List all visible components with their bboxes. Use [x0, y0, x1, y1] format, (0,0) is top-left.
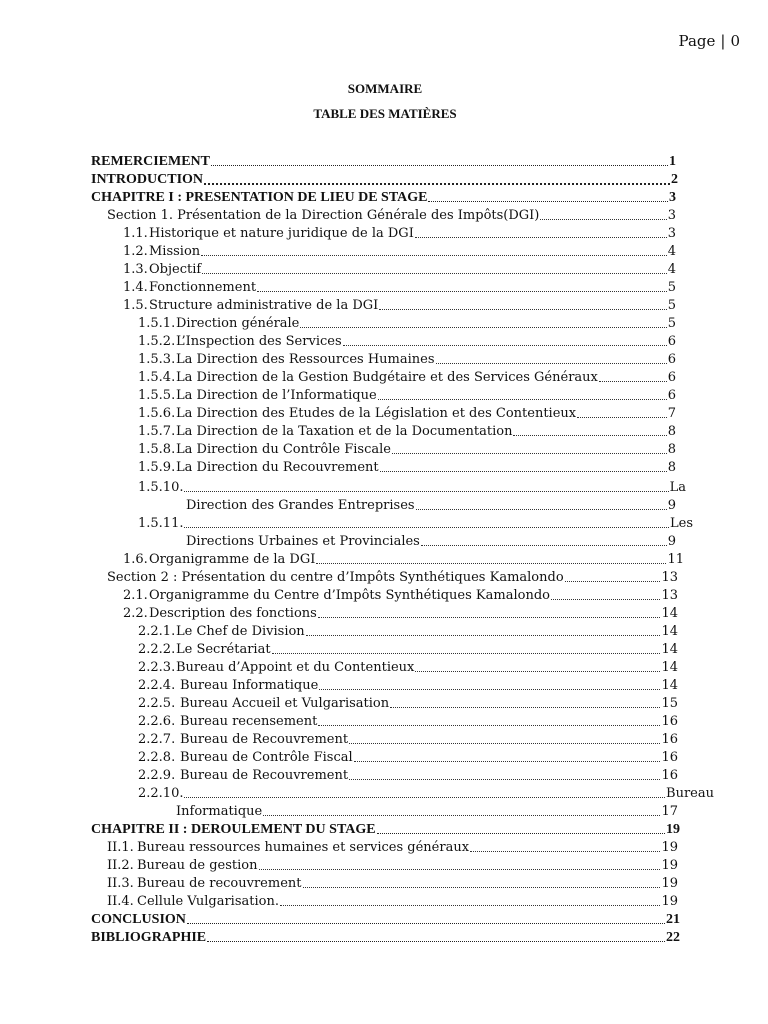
- toc-leader-dots: [300, 327, 666, 328]
- toc-leader-dots: [349, 779, 660, 780]
- toc-page-number: 5: [667, 316, 676, 331]
- toc-leader-dots: [272, 653, 661, 654]
- toc-entry[interactable]: [107, 568, 678, 586]
- toc-entry-number: 2.2.5.: [138, 696, 176, 711]
- toc-leader-dots: [280, 905, 660, 906]
- toc-entry-label: INTRODUCTION: [91, 172, 204, 187]
- toc-entry-title: [138, 388, 377, 404]
- toc-leader-dots: [211, 165, 668, 166]
- toc-entry-label: La Direction du Recouvrement: [176, 460, 379, 475]
- toc-entry[interactable]: [186, 496, 676, 514]
- toc-entry-number: 1.5.3.: [138, 352, 176, 367]
- toc-leader-dots: [354, 761, 661, 762]
- toc-leader-dots: [349, 743, 660, 744]
- toc-entry-label: Organigramme de la DGI: [149, 552, 316, 567]
- toc-entry-label: La Direction du Contrôle Fiscale: [176, 442, 391, 457]
- toc-entry-title: [107, 570, 564, 586]
- toc-entry-number: 1.6.: [123, 552, 148, 567]
- toc-page-number: 14: [661, 624, 678, 639]
- toc-entry[interactable]: [123, 242, 676, 260]
- toc-leader-dots: [415, 671, 660, 672]
- toc-entry-title: [138, 424, 512, 440]
- toc-entry-label: La Direction de l’Informatique: [176, 388, 377, 403]
- toc-entry-title: [123, 606, 317, 622]
- toc-page-number: Bureau: [666, 786, 714, 801]
- toc-page-number: 3: [669, 190, 676, 205]
- toc-entry-title: [123, 588, 550, 604]
- toc-entry[interactable]: [91, 188, 676, 206]
- toc-entry-label: Bureau Accueil et Vulgarisation: [180, 696, 390, 711]
- toc-leader-dots: [319, 689, 660, 690]
- toc-page-number: 13: [661, 588, 678, 603]
- toc-entry[interactable]: [138, 458, 676, 476]
- toc-entry-title: [138, 732, 348, 748]
- toc-entry-number: 2.2.10.: [138, 786, 184, 801]
- toc-leader-dots: [565, 581, 661, 582]
- toc-entry-label: Bureau Informatique: [180, 678, 319, 693]
- toc-entry-label: Le Secrétariat: [176, 642, 271, 657]
- toc-entry-title: [123, 280, 256, 296]
- toc-leader-dots: [428, 201, 668, 202]
- toc-entry-number: 2.2.6.: [138, 714, 176, 729]
- toc-entry-title: [138, 714, 317, 730]
- toc-entry-title: [123, 298, 378, 314]
- toc-entry-label: Mission: [149, 244, 201, 259]
- toc-page-number: 5: [667, 280, 676, 295]
- toc-entry-title: [138, 460, 379, 476]
- toc-entry-title: [138, 406, 576, 422]
- toc-leader-dots: [577, 417, 667, 418]
- toc-page-number: 17: [661, 804, 678, 819]
- toc-entry-number: 2.2.: [123, 606, 148, 621]
- toc-page-number: 19: [666, 822, 680, 837]
- toc-page-number: 6: [667, 388, 676, 403]
- toc-entry[interactable]: [138, 514, 693, 532]
- toc-entry-label: Le Chef de Division: [176, 624, 305, 639]
- toc-leader-dots: [184, 491, 668, 492]
- toc-entry-number: 1.1.: [123, 226, 148, 241]
- toc-entry[interactable]: [107, 874, 678, 892]
- toc-entry[interactable]: [123, 586, 678, 604]
- toc-entry-number: II.2.: [107, 858, 134, 873]
- toc-page-number: 19: [661, 840, 678, 855]
- toc-entry-label: Bureau ressources humaines et services généraux: [137, 840, 470, 855]
- toc-page-number: 21: [666, 912, 680, 927]
- toc-entry-label: Organigramme du Centre d’Impôts Synthétiques Kamalondo: [149, 588, 550, 603]
- toc-leader-dots: [184, 527, 669, 528]
- toc-entry-title: [138, 442, 391, 458]
- page-header: [679, 32, 740, 50]
- toc-entry[interactable]: [138, 640, 678, 658]
- toc-entry-number: 1.5.11.: [138, 516, 184, 531]
- toc-leader-dots: [318, 725, 660, 726]
- toc-entry-number: 2.2.4.: [138, 678, 176, 693]
- toc-entry-number: II.4.: [107, 894, 134, 909]
- toc-page-number: 8: [667, 460, 676, 475]
- toc-entry[interactable]: [123, 278, 676, 296]
- toc-entry-number: 1.5.1.: [138, 316, 176, 331]
- toc-entry[interactable]: [138, 748, 678, 766]
- toc-entry-title: [138, 660, 414, 676]
- toc-entry-title: [123, 226, 414, 242]
- toc-entry[interactable]: [138, 730, 678, 748]
- toc-page-number: 4: [667, 262, 676, 277]
- toc-entry[interactable]: [123, 296, 676, 314]
- toc-entry-label: La Direction des Etudes de la Législation et des Contentieux: [176, 406, 577, 421]
- toc-leader-dots: [202, 273, 667, 274]
- toc-entry[interactable]: [138, 784, 714, 802]
- toc-entry-title: [123, 262, 201, 278]
- toc-entry-label: L’Inspection des Services: [176, 334, 342, 349]
- toc-entry[interactable]: [138, 332, 676, 350]
- toc-leader-dots: [392, 453, 667, 454]
- toc-leader-dots: [390, 707, 660, 708]
- toc-page-number: 11: [667, 552, 684, 567]
- toc-entry[interactable]: [138, 422, 676, 440]
- toc-entry-number: II.3.: [107, 876, 134, 891]
- toc-leader-dots: [377, 833, 665, 834]
- toc-page-number: 16: [661, 732, 678, 747]
- toc-entry-label: Bureau recensement: [180, 714, 318, 729]
- toc-entry-label: CHAPITRE I : PRESENTATION DE LIEU DE STAGE: [91, 190, 428, 205]
- toc-entry-number: II.1.: [107, 840, 134, 855]
- toc-entry-number: 2.2.8.: [138, 750, 176, 765]
- toc-leader-dots: [306, 635, 661, 636]
- toc-entry-title: [107, 894, 279, 910]
- toc-entry-label: Section 1. Présentation de la Direction Générale des Impôts(DGI): [107, 208, 540, 223]
- toc-entry-number: 2.1.: [123, 588, 148, 603]
- toc-entry-label: CHAPITRE II : DEROULEMENT DU STAGE: [91, 822, 376, 837]
- toc-entry-title: [107, 858, 258, 874]
- toc-entry[interactable]: [138, 694, 678, 712]
- toc-entry-title: [91, 930, 206, 946]
- toc-page-number: 3: [667, 226, 676, 241]
- toc-entry-title: [138, 786, 183, 802]
- toc-entry-title: [138, 768, 348, 784]
- toc-entry-title: [91, 822, 376, 838]
- toc-page-number: 8: [667, 424, 676, 439]
- toc-page-number: 7: [667, 406, 676, 421]
- toc-entry-title: [107, 840, 469, 856]
- toc-entry[interactable]: [123, 550, 684, 568]
- toc-entry-label: CONCLUSION: [91, 912, 186, 927]
- toc-page-number: 5: [667, 298, 676, 313]
- toc-entry-number: 1.5.7.: [138, 424, 176, 439]
- toc-entry[interactable]: [107, 892, 678, 910]
- toc-entry-title: [91, 154, 210, 170]
- toc-entry-label: Bureau de Recouvrement: [180, 768, 349, 783]
- toc-page-number: 3: [667, 208, 676, 223]
- toc-page-number: 15: [661, 696, 678, 711]
- toc-entry-label: Directions Urbaines et Provinciales: [186, 534, 420, 549]
- toc-leader-dots: [207, 941, 665, 942]
- toc-entry-label: Bureau de gestion: [137, 858, 258, 873]
- toc-leader-dots: [599, 381, 667, 382]
- toc-entry-label: Description des fonctions: [149, 606, 317, 621]
- toc-entry-number: 1.5.4.: [138, 370, 176, 385]
- toc-entry-title: [107, 208, 539, 224]
- toc-page-number: 14: [661, 642, 678, 657]
- toc-leader-dots: [201, 255, 667, 256]
- toc-entry-number: 1.3.: [123, 262, 148, 277]
- toc-entry[interactable]: [138, 350, 676, 368]
- toc-entry-label: Direction générale: [176, 316, 300, 331]
- toc-entry[interactable]: [91, 152, 676, 170]
- toc-entry-number: 1.4.: [123, 280, 148, 295]
- toc-page-number: 14: [661, 660, 678, 675]
- toc-entry[interactable]: [138, 478, 686, 496]
- toc-page-number: 19: [661, 876, 678, 891]
- toc-entry-label: La Direction de la Gestion Budgétaire et des Services Généraux: [176, 370, 598, 385]
- toc-entry[interactable]: [138, 766, 678, 784]
- toc-entry-number: 1.2.: [123, 244, 148, 259]
- toc-page-number: 14: [661, 678, 678, 693]
- toc-entry[interactable]: [123, 604, 678, 622]
- toc-entry-title: [138, 370, 598, 386]
- toc-entry-title: [138, 678, 318, 694]
- toc-page-number: La: [669, 480, 686, 495]
- toc-entry-number: 2.2.1.: [138, 624, 176, 639]
- toc-entry[interactable]: [138, 658, 678, 676]
- toc-entry-number: 1.5.5.: [138, 388, 176, 403]
- toc-entry-title: [91, 912, 186, 928]
- toc-entry-label: Bureau d’Appoint et du Contentieux: [176, 660, 415, 675]
- toc-leader-dots: [318, 617, 661, 618]
- toc-entry[interactable]: [91, 170, 678, 188]
- toc-entry[interactable]: [91, 910, 680, 928]
- toc-entry[interactable]: [138, 404, 676, 422]
- sommaire-title: SOMMAIRE: [347, 81, 423, 96]
- toc-entry-label: Fonctionnement: [149, 280, 257, 295]
- toc-entry-label: Objectif: [149, 262, 202, 277]
- toc-entry-label: Structure administrative de la DGI: [149, 298, 379, 313]
- toc-entry-label: Cellule Vulgarisation.: [137, 894, 279, 909]
- toc-entry[interactable]: [138, 622, 678, 640]
- toc-page-number: 22: [666, 930, 680, 945]
- toc-page-number: 16: [661, 714, 678, 729]
- toc-entry-label: Direction des Grandes Entreprises: [186, 498, 415, 513]
- toc-entry-label: BIBLIOGRAPHIE: [91, 930, 207, 945]
- page-label: Page: [678, 32, 716, 50]
- toc-entry-number: 2.2.9.: [138, 768, 176, 783]
- toc-entry-label: Bureau de Contrôle Fiscal: [180, 750, 353, 765]
- toc-leader-dots: [436, 363, 667, 364]
- toc-entry[interactable]: [123, 224, 676, 242]
- toc-page-number: 4: [667, 244, 676, 259]
- toc-entry-title: [176, 804, 262, 820]
- toc-entry-title: [186, 498, 415, 514]
- toc-entry-number: 1.5.9.: [138, 460, 176, 475]
- toc-entry-number: 2.2.2.: [138, 642, 176, 657]
- toc-entry[interactable]: [91, 820, 680, 838]
- toc-entry-number: 1.5.10.: [138, 480, 184, 495]
- toc-entry-label: Historique et nature juridique de la DGI: [149, 226, 414, 241]
- toc-entry-title: [138, 642, 271, 658]
- toc-entry-title: [138, 624, 305, 640]
- toc-leader-dots: [184, 797, 665, 798]
- toc-entry[interactable]: [138, 440, 676, 458]
- page-separator: |: [720, 32, 726, 50]
- toc-entry[interactable]: [138, 386, 676, 404]
- toc-page-number: 1: [669, 154, 676, 169]
- toc-leader-dots: [551, 599, 660, 600]
- toc-entry-label: La Direction des Ressources Humaines: [176, 352, 435, 367]
- toc-entry-number: 1.5.8.: [138, 442, 176, 457]
- toc-entry-label: Informatique: [176, 804, 263, 819]
- toc-entry-number: 2.2.3.: [138, 660, 176, 675]
- toc-leader-dots: [380, 471, 667, 472]
- toc-page-number: 9: [667, 534, 676, 549]
- toc-leader-dots: [540, 219, 666, 220]
- toc-entry-title: [138, 480, 183, 496]
- toc-page-number: 6: [667, 352, 676, 367]
- toc-entry-title: [123, 552, 315, 568]
- toc-leader-dots: [263, 815, 660, 816]
- toc-entry[interactable]: [138, 314, 676, 332]
- toc-leader-dots: [316, 563, 666, 564]
- toc-leader-dots: [379, 309, 666, 310]
- toc-entry-title: [138, 696, 389, 712]
- toc-entry[interactable]: [107, 856, 678, 874]
- toc-entry-number: 2.2.7.: [138, 732, 176, 747]
- toc-entry-title: [123, 244, 200, 260]
- toc-page-number: 16: [661, 750, 678, 765]
- toc-entry-title: [138, 352, 435, 368]
- toc-entry-label: REMERCIEMENT: [91, 154, 211, 169]
- toc-leader-dots: [259, 869, 661, 870]
- table-of-contents-title: TABLE DES MATIÈRES: [313, 106, 457, 121]
- toc-page-number: 8: [667, 442, 676, 457]
- page-number: 0: [730, 32, 740, 50]
- toc-entry-title: [138, 316, 299, 332]
- toc-entry-label: Bureau de recouvrement: [137, 876, 302, 891]
- toc-leader-dots: [421, 545, 667, 546]
- toc-entry-title: [186, 534, 420, 550]
- toc-entry-number: 1.5.6.: [138, 406, 176, 421]
- toc-page-number: 13: [661, 570, 678, 585]
- toc-leader-dots: [513, 435, 666, 436]
- toc-entry-label: Bureau de Recouvrement: [180, 732, 349, 747]
- toc-page-number: 14: [661, 606, 678, 621]
- toc-entry-title: [91, 172, 203, 188]
- toc-entry[interactable]: [138, 712, 678, 730]
- toc-page-number: 9: [667, 498, 676, 513]
- toc-entry[interactable]: [138, 676, 678, 694]
- toc-entry[interactable]: [138, 368, 676, 386]
- toc-entry[interactable]: [176, 802, 678, 820]
- toc-page-number: 19: [661, 894, 678, 909]
- toc-entry[interactable]: [107, 206, 676, 224]
- toc-entry-label: La Direction de la Taxation et de la Documentation: [176, 424, 513, 439]
- toc-leader-dots: [187, 923, 665, 924]
- toc-entry-label: Section 2 : Présentation du centre d’Impôts Synthétiques Kamalondo: [107, 570, 564, 585]
- toc-leader-dots: [378, 399, 667, 400]
- toc-page-number: Les: [670, 516, 693, 531]
- toc-page-number: 6: [667, 334, 676, 349]
- toc-leader-dots: [204, 183, 670, 185]
- toc-entry[interactable]: [123, 260, 676, 278]
- toc-leader-dots: [416, 509, 667, 510]
- toc-entry-title: [138, 750, 353, 766]
- toc-entry[interactable]: [107, 838, 678, 856]
- toc-leader-dots: [415, 237, 667, 238]
- toc-entry[interactable]: [186, 532, 676, 550]
- toc-entry-title: [138, 334, 342, 350]
- toc-page-number: 19: [661, 858, 678, 873]
- toc-entry-number: 1.5.: [123, 298, 148, 313]
- toc-leader-dots: [257, 291, 667, 292]
- toc-entry-title: [91, 190, 427, 206]
- toc-leader-dots: [303, 887, 661, 888]
- toc-page-number: 6: [667, 370, 676, 385]
- toc-entry[interactable]: [91, 928, 680, 946]
- toc-page-number: 2: [671, 172, 678, 187]
- toc-page-number: 16: [661, 768, 678, 783]
- toc-leader-dots: [343, 345, 667, 346]
- toc-entry-number: 1.5.2.: [138, 334, 176, 349]
- toc-entry-title: [107, 876, 302, 892]
- toc-entry-title: [138, 516, 183, 532]
- toc-leader-dots: [470, 851, 660, 852]
